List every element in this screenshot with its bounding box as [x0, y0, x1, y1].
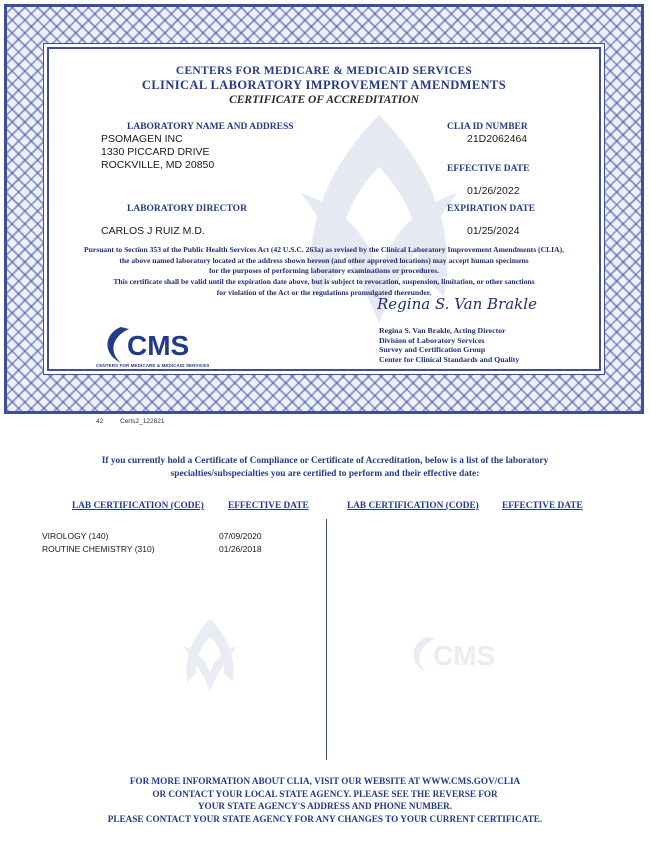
cms-logo-tagline: CENTERS FOR MEDICARE & MEDICAID SERVICES: [96, 363, 210, 368]
signatory-division: Division of Laboratory Services: [379, 335, 485, 345]
statement-line: the above named laboratory located at the address shown hereon (and other approved locations) may accept human specimens: [119, 255, 529, 265]
intro-text: [90, 455, 560, 481]
cert-row-name: ROUTINE CHEMISTRY (310): [42, 544, 155, 554]
cms-watermark-icon: [380, 625, 550, 685]
cms-logo-text: CMS: [127, 330, 190, 361]
signatory-name: Regina S. Van Brakle, Acting Director: [379, 326, 506, 335]
col-header-certification-right: LAB CERTIFICATION (CODE): [347, 501, 479, 511]
intro-line: If you currently hold a Certificate of Compliance or Certificate of Accreditation, below is a list of the laboratory: [101, 456, 549, 466]
expiration-date: 01/25/2024: [467, 225, 520, 237]
statement-paragraph-1: [57, 245, 591, 277]
lab-name-label: LABORATORY NAME AND ADDRESS: [127, 122, 294, 132]
expiration-date-label: EXPIRATION DATE: [447, 204, 536, 214]
lab-name: PSOMAGEN INC: [101, 133, 183, 145]
cert-row-date: 01/26/2018: [219, 544, 262, 554]
footer-line: FOR MORE INFORMATION ABOUT CLIA, VISIT OUR WEBSITE AT WWW.CMS.GOV/CLIA: [129, 776, 521, 786]
director-signature: Regina S. Van Brakle: [377, 295, 537, 313]
statement-line: for violation of the Act or the regulations promulgated thereunder.: [216, 287, 432, 297]
eagle-watermark-icon: [165, 610, 255, 700]
certificate-panel: [47, 47, 601, 371]
statement-line: for the purposes of performing laboratory examinations or procedures.: [209, 266, 439, 275]
col-header-date-left: EFFECTIVE DATE: [228, 501, 309, 511]
certificate-type: CERTIFICATE OF ACCREDITATION: [229, 94, 419, 106]
lab-address-line2: ROCKVILLE, MD 20850: [101, 159, 215, 171]
footer-line: OR CONTACT YOUR LOCAL STATE AGENCY. PLEASE SEE THE REVERSE FOR: [152, 788, 498, 799]
col-header-date-right: EFFECTIVE DATE: [502, 501, 583, 511]
effective-date-label: EFFECTIVE DATE: [447, 164, 530, 174]
form-code: Certs2_122821: [120, 418, 165, 425]
column-divider: [326, 519, 327, 760]
certificate-border: [4, 4, 644, 414]
intro-line: specialties/subspecialties you are certified to perform and their effective date:: [170, 469, 480, 479]
cert-row-date: 07/09/2020: [219, 531, 262, 541]
signatory-group: Survey and Certification Group: [379, 345, 486, 354]
program-title: CLINICAL LABORATORY IMPROVEMENT AMENDMENTS: [141, 78, 507, 92]
footer-line: YOUR STATE AGENCY'S ADDRESS AND PHONE NUMBER.: [197, 801, 453, 811]
form-number: 42: [96, 418, 104, 425]
col-header-certification-left: LAB CERTIFICATION (CODE): [72, 501, 204, 511]
agency-title: CENTERS FOR MEDICARE & MEDICAID SERVICES: [175, 65, 473, 77]
statement-line: This certificate shall be valid until the expiration date above, but is subject to revocation, suspension, limitation, or other sanctions: [113, 277, 535, 286]
cms-watermark-text: CMS: [433, 640, 496, 671]
director-name: CARLOS J RUIZ M.D.: [101, 225, 205, 237]
lab-address-line1: 1330 PICCARD DRIVE: [101, 146, 210, 158]
signatory-block: [379, 326, 519, 364]
footer-line: PLEASE CONTACT YOUR STATE AGENCY FOR ANY CHANGES TO YOUR CURRENT CERTIFICATE.: [107, 813, 543, 824]
footer-notice: [60, 775, 590, 825]
effective-date: 01/26/2022: [467, 185, 520, 197]
clia-id: 21D2062464: [467, 133, 528, 145]
statement-line: Pursuant to Section 353 of the Public Health Services Act (42 U.S.C. 263a) as revised by the Clinical Laboratory Improvement Amendments (CLIA),: [84, 245, 564, 254]
cert-row-name: VIROLOGY (140): [42, 531, 109, 541]
signatory-center: Center for Clinical Standards and Quality: [379, 354, 520, 364]
clia-id-label: CLIA ID NUMBER: [447, 122, 528, 132]
director-label: LABORATORY DIRECTOR: [127, 204, 247, 214]
